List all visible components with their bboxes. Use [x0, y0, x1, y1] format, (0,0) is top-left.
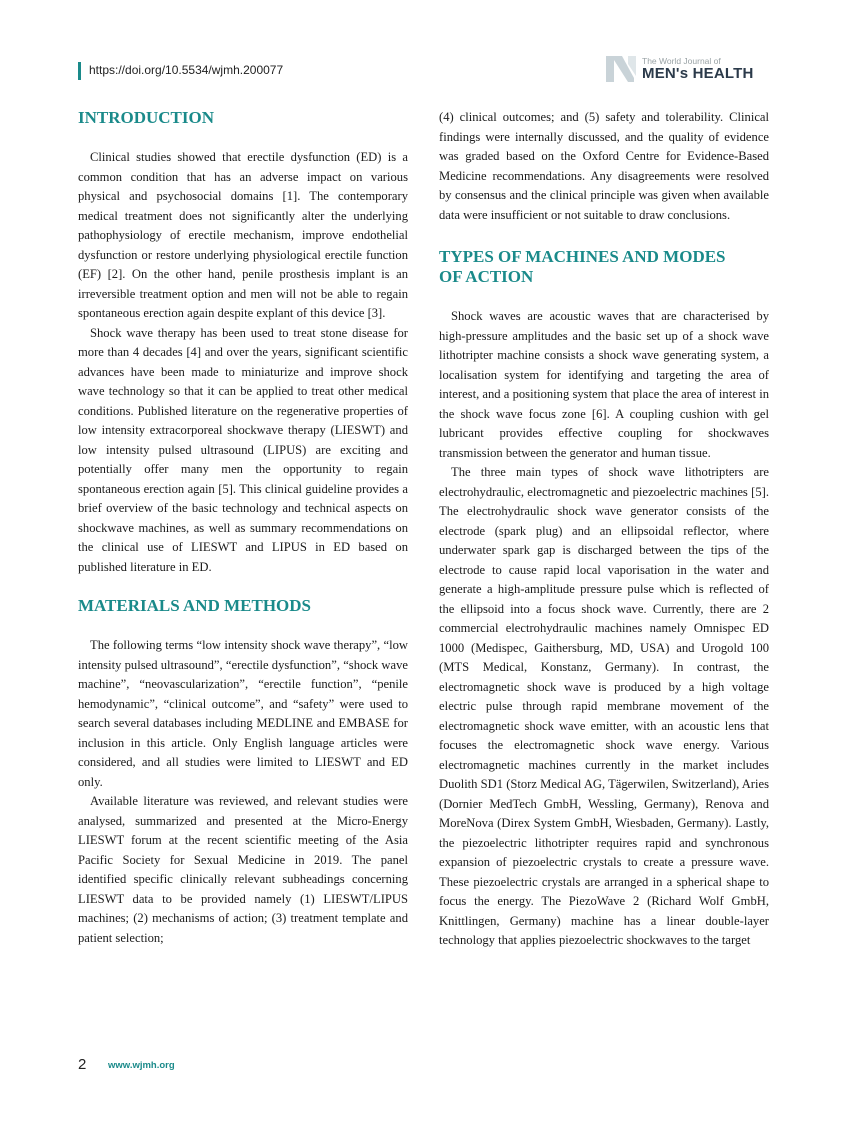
introduction-paragraph-2: Shock wave therapy has been used to treat stone disease for more than 4 decades [4] and over the years, significant scientific advances have been made to miniaturize and improve shock wave technology so that it can be applied to treat other medical conditions. Published literature on the regenerative properties of low intensity extracorporeal shockwave therapy (LIESWT) and low intensity pulsed ultrasound (LIPUS) are exciting and potentially offer many men the opportunity to regain spontaneous erection again [5]. This clinical guideline provides a brief overview of the basic technology and technical aspects on shockwave machines, as well as summary recommendations on the clinical use of LIESWT and LIPUS in ED based on published literature in ED.: [78, 325, 408, 574]
types-heading-line-2: OF ACTION: [439, 267, 534, 286]
page-number: 2: [78, 1056, 87, 1073]
types-heading-line-1: TYPES OF MACHINES AND MODES: [439, 247, 726, 266]
methods-paragraph-2: Available literature was reviewed, and relevant studies were analysed, summarized and presented at the Micro-Energy LIESWT forum at the recent scientific meeting of the Asia Pacific Society for Sexual Medicine in 2019. The panel identified specific clinically relevant subheadings concerning LIESWT data to be provided namely (1) LIESWT/LIPUS machines; (2) mechanisms of action; (3) treatment template and patient selection;: [78, 794, 408, 945]
right-column: [439, 108, 769, 951]
methods-paragraph-1: The following terms “low intensity shock wave therapy”, “low intensity pulsed ultrasound”, “erectile dysfunction”, “shock wave machine”, “neovascularization”, “erectile function”, “penile hemodynamic”, “clinical outcome”, and “safety” were used to search several databases including MEDLINE and EMBASE for inclusion in this article. Only English language articles were considered, and all studies were limited to LIESWT and ED only.: [78, 638, 408, 789]
types-paragraph-2: The three main types of shock wave lithotripters are electrohydraulic, electromagnetic and piezoelectric machines [5]. The electrohydraulic shock wave generator consists of the electrode (spark plug) and an ellipsoidal reflector, where underwater spark gap is discharged between the tips of the electrode to cause rapid local vaporisation in the water and generate a high-amplitude pressure pulse which is reflected of the ellipsoid into a focus shock wave. Currently, there are 2 commercial electrohydraulic machines namely Omnispec ED 1000 (Medispec, Gaithersburg, MD, USA) and Urogold 100 (MTS Medical, Konstanz, Germany). In contrast, the electromagnetic shock wave is produced by a high voltage electric pulse through rapid membrane movement of the electromagnetic shock wave emitter, with an acoustic lens that focuses the electromagnetic shock wave energy. Various electromagnetic machines currently in the market includes Duolith SD1 (Storz Medical AG, Tägerwilen, Switzerland), Aries (Dornier MedTech GmbH, Wessling, Germany), Renova and MoreNova (Direx System GmbH, Wiesbaden, Germany). Lastly, the piezoelectric lithotripter requires rapid and synchronous expansion of piezoelectric crystals to create a pressure wave. These piezoelectric crystals are arranged in a spherical shape to focus the energy. The PiezoWave 2 (Richard Wolf GmbH, Knittlingen, Germany) machine has a linear double-layer technology that applies piezoelectric shockwaves to the target: [439, 465, 769, 947]
methods-heading: MATERIALS AND METHODS: [78, 596, 311, 615]
journal-name-small: The World Journal of: [642, 56, 721, 66]
introduction-paragraph-1: Clinical studies showed that erectile dysfunction (ED) is a common condition that has an adverse impact on various physical and psychosocial domains [1]. The contemporary medical treatment does not significantly alter the underlying pathophysiology of erectile mechanism, improve endothelial dysfunction or restore underlying physiological erectile function (EF) [2]. On the other hand, penile prosthesis implant is an irreversible treatment option and men will not be able to regain spontaneous erection again despite explant of this device [3].: [78, 150, 408, 320]
types-heading: [439, 247, 769, 287]
website-link[interactable]: www.wjmh.org: [108, 1060, 175, 1071]
journal-logo-icon: [604, 52, 640, 86]
journal-logo: [604, 52, 774, 86]
types-paragraph-1: Shock waves are acoustic waves that are characterised by high-pressure amplitudes and the basic set up of a shock wave lithotripter machine consists a shock wave generating system, a localisation system for identifying and targeting the area of interest, and a positioning system that place the area of interest in the shock wave focus zone [6]. A coupling cushion with gel lubricant provides effective coupling for shockwaves transmission between the generator and human tissue.: [439, 309, 769, 460]
header-accent-bar: [78, 62, 81, 80]
left-column: [78, 108, 408, 948]
journal-name-big: MEN's HEALTH: [642, 65, 754, 82]
doi-link[interactable]: https://doi.org/10.5534/wjmh.200077: [89, 63, 284, 77]
introduction-heading: INTRODUCTION: [78, 108, 215, 127]
methods-continued-paragraph: (4) clinical outcomes; and (5) safety and tolerability. Clinical findings were internally discussed, and the quality of evidence was graded based on the Oxford Centre for Evidence-Based Medicine recommendations. Any disagreements were resolved by consensus and the clinical principle was given when available data were insufficient or not suitable to draw conclusions.: [439, 110, 769, 222]
